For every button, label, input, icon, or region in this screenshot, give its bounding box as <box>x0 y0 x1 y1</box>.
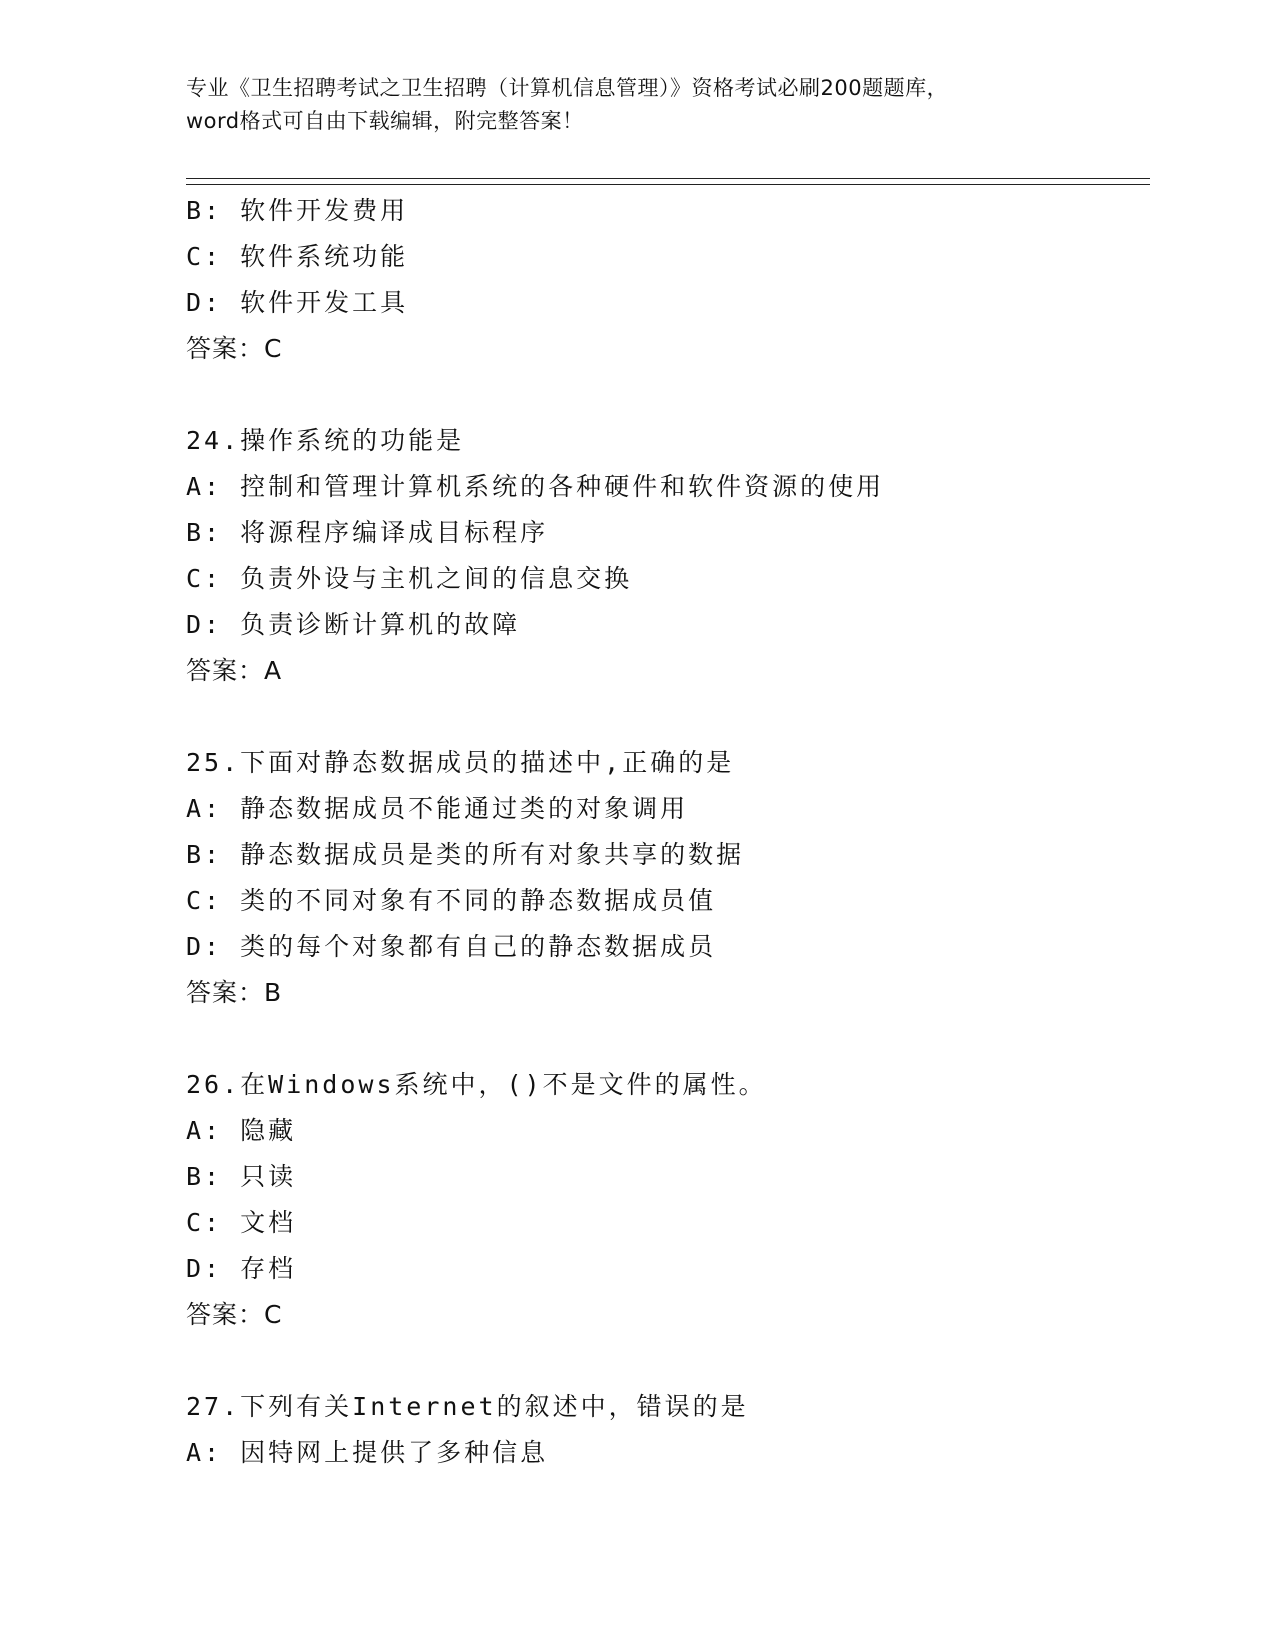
answer-line: 答案：C <box>186 334 283 363</box>
question-spacer <box>186 694 1146 740</box>
question-list <box>186 188 1146 1476</box>
answer-line: 答案：A <box>186 656 283 685</box>
option-d: D: 存档 <box>186 1254 297 1283</box>
answer-line: 答案：C <box>186 1300 283 1329</box>
question-25-block <box>186 740 1146 1016</box>
question-spacer <box>186 372 1146 418</box>
question-24-block <box>186 418 1146 694</box>
option-d: D: 负责诊断计算机的故障 <box>186 610 521 639</box>
option-a: A: 隐藏 <box>186 1116 297 1145</box>
question-spacer <box>186 1016 1146 1062</box>
question-26-block <box>186 1062 1146 1338</box>
question-stem: 25.下面对静态数据成员的描述中,正确的是 <box>186 748 735 777</box>
option-c: C: 文档 <box>186 1208 297 1237</box>
option-a: A: 控制和管理计算机系统的各种硬件和软件资源的使用 <box>186 472 885 501</box>
option-b: B: 将源程序编译成目标程序 <box>186 518 549 547</box>
option-c: C: 类的不同对象有不同的静态数据成员值 <box>186 886 717 915</box>
header-line-1: 专业《卫生招聘考试之卫生招聘（计算机信息管理）》资格考试必刷200题题库， <box>186 76 949 100</box>
question-spacer <box>186 1338 1146 1384</box>
question-stem: 26.在Windows系统中，()不是文件的属性。 <box>186 1070 767 1099</box>
header-line-2: word格式可自由下载编辑，附完整答案！ <box>186 109 584 133</box>
question-stem: 27.下列有关Internet的叙述中，错误的是 <box>186 1392 749 1421</box>
header-divider-bottom <box>186 184 1150 185</box>
option-d: D: 软件开发工具 <box>186 288 409 317</box>
question-stem: 24.操作系统的功能是 <box>186 426 465 455</box>
option-b: B: 只读 <box>186 1162 297 1191</box>
answer-line: 答案：B <box>186 978 283 1007</box>
option-a: A: 静态数据成员不能通过类的对象调用 <box>186 794 689 823</box>
option-c: C: 负责外设与主机之间的信息交换 <box>186 564 633 593</box>
option-a: A: 因特网上提供了多种信息 <box>186 1438 549 1467</box>
question-23-block <box>186 188 1146 372</box>
document-header <box>186 72 1086 138</box>
option-d: D: 类的每个对象都有自己的静态数据成员 <box>186 932 717 961</box>
header-divider-top <box>186 178 1150 179</box>
question-27-block <box>186 1384 1146 1476</box>
option-b: B: 软件开发费用 <box>186 196 409 225</box>
option-b: B: 静态数据成员是类的所有对象共享的数据 <box>186 840 745 869</box>
option-c: C: 软件系统功能 <box>186 242 409 271</box>
